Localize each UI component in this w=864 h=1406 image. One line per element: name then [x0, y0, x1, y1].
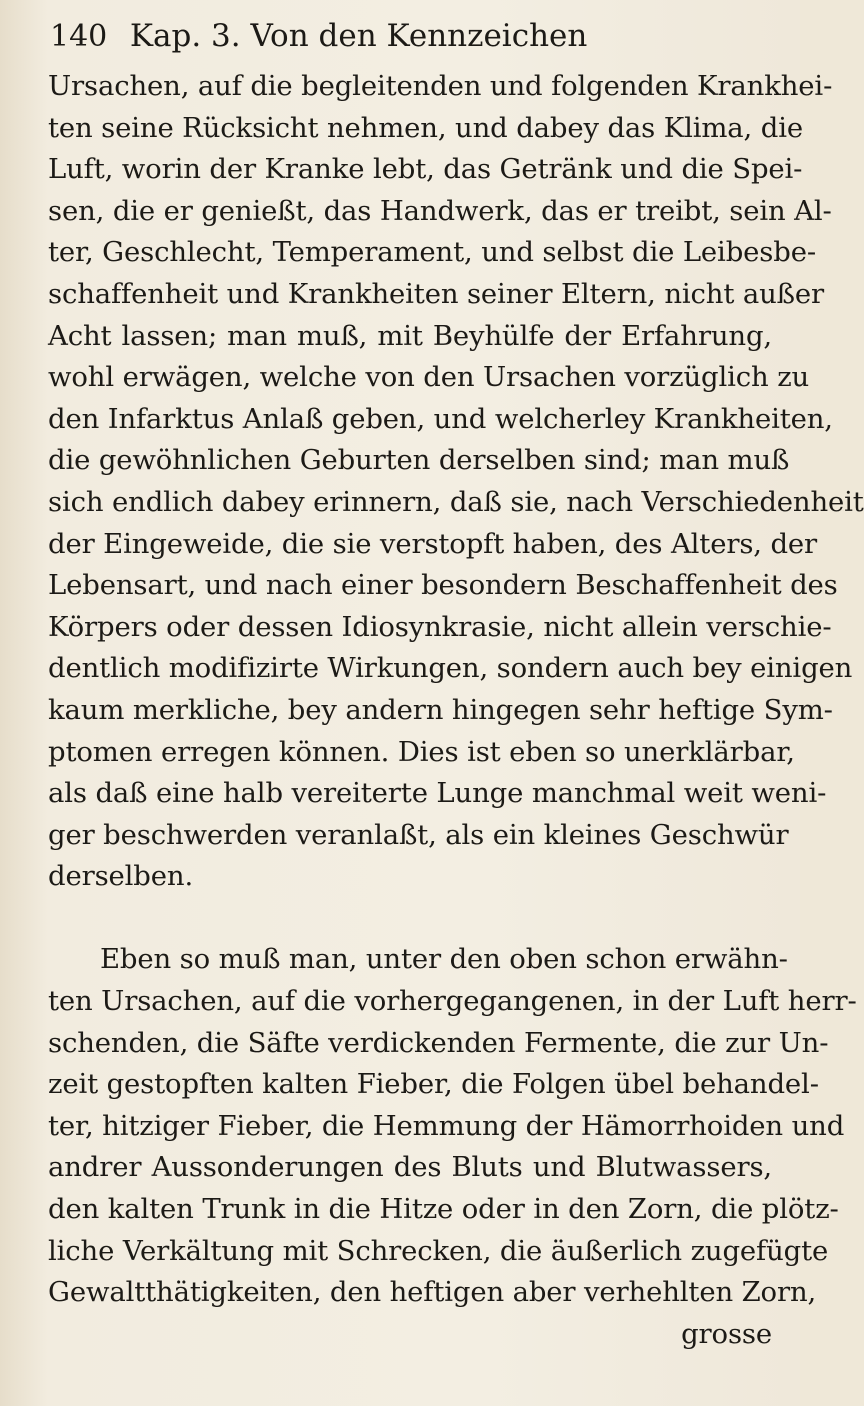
- text-line: ptomen erregen können. Dies ist eben so unerklärbar,: [48, 735, 795, 768]
- text-line: Körpers oder dessen Idiosynkrasie, nicht allein verschie-: [48, 610, 832, 643]
- text-line: derselben.: [48, 860, 194, 893]
- text-line: dentlich modifizirte Wirkungen, sondern auch bey einigen: [48, 652, 853, 685]
- text-line: Ursachen, auf die begleitenden und folgenden Krankhei-: [48, 70, 833, 102]
- text-line: sich endlich dabey erinnern, daß sie, nach Verschiedenheit: [48, 485, 864, 518]
- paragraph: [48, 939, 857, 1355]
- chapter-title: Kap. 3. Von den Kennzeichen: [129, 18, 588, 54]
- text-line: wohl erwägen, welche von den Ursachen vorzüglich zu: [48, 361, 810, 394]
- text-line: Eben so muß man, unter den oben schon erwähn-: [100, 943, 788, 976]
- text-line: ger beschwerden veranlaßt, als ein kleines Geschwür: [48, 818, 789, 851]
- text-line: Luft, worin der Kranke lebt, das Getränk und die Spei-: [48, 153, 803, 186]
- text-line: den kalten Trunk in die Hitze oder in den Zorn, die plötz-: [48, 1193, 839, 1226]
- text-line: Gewaltthätigkeiten, den heftigen aber verhehlten Zorn,: [48, 1276, 817, 1309]
- page-number: 140: [50, 19, 108, 54]
- text-line: die gewöhnlichen Geburten derselben sind; man muß: [48, 444, 790, 477]
- text-line: Lebensart, und nach einer besondern Beschaffenheit des: [48, 569, 838, 602]
- text-line: ter, Geschlecht, Temperament, und selbst die Leibesbe-: [48, 236, 816, 269]
- text-line: ter, hitziger Fieber, die Hemmung der Hämorrhoiden und: [48, 1109, 845, 1142]
- text-line: den Infarktus Anlaß geben, und welcherley Krankheiten,: [48, 402, 833, 435]
- running-head: [50, 14, 770, 58]
- body-text: [48, 66, 864, 1355]
- text-line: kaum merkliche, bey andern hingegen sehr heftige Sym-: [48, 693, 833, 726]
- text-line: zeit gestopften kalten Fieber, die Folgen übel behandel-: [48, 1068, 819, 1101]
- text-line: als daß eine halb vereiterte Lunge manchmal weit weni-: [48, 777, 827, 810]
- catchword: grosse: [681, 1317, 772, 1350]
- text-line: ten seine Rücksicht nehmen, und dabey das Klima, die: [48, 111, 803, 144]
- text-line: Acht lassen; man muß, mit Beyhülfe der Erfahrung,: [48, 319, 772, 352]
- paragraph: [48, 66, 864, 898]
- text-line: andrer Aussonderungen des Bluts und Blutwassers,: [48, 1151, 772, 1184]
- text-line: liche Verkältung mit Schrecken, die äußerlich zugefügte: [48, 1234, 829, 1267]
- text-line: der Eingeweide, die sie verstopft haben, des Alters, der: [48, 527, 818, 560]
- text-line: ten Ursachen, auf die vorhergegangenen, in der Luft herr-: [48, 985, 857, 1018]
- text-line: schenden, die Säfte verdickenden Fermente, die zur Un-: [48, 1026, 829, 1059]
- text-line: sen, die er genießt, das Handwerk, das er treibt, sein Al-: [48, 194, 832, 227]
- paragraph-spacer: [48, 898, 772, 940]
- text-line: schaffenheit und Krankheiten seiner Eltern, nicht außer: [48, 277, 824, 310]
